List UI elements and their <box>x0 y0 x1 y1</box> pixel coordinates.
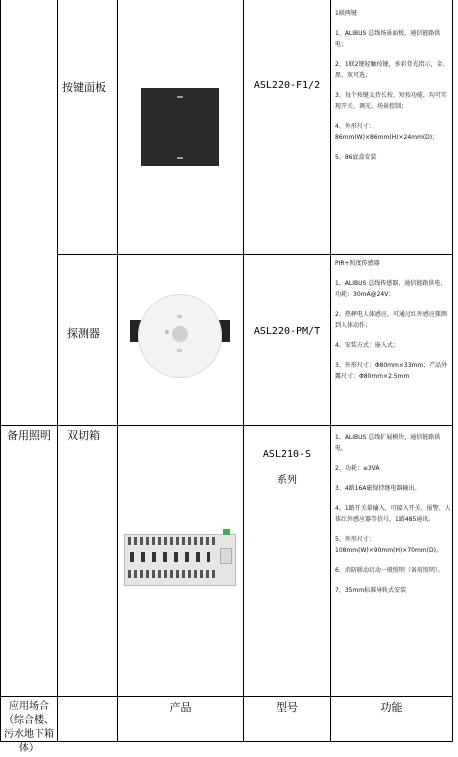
header-application: 应用场合（综合楼、污水地下箱体） <box>4 701 54 754</box>
row-divider-3 <box>0 696 453 697</box>
divider-col2 <box>117 0 118 742</box>
product-name: 双切箱 <box>67 429 100 442</box>
border-bottom <box>0 741 453 742</box>
function-line: 1、ALIBUS 总线扩展模块，通信链路供电。 <box>335 434 441 452</box>
function-line: PIR+照度传感器 <box>335 260 380 267</box>
button-panel-image <box>141 88 219 166</box>
indicator-icon <box>177 315 182 318</box>
function-description <box>335 432 451 605</box>
light-sensor-icon <box>165 330 169 334</box>
function-line: 4、安装方式：嵌入式； <box>335 342 399 349</box>
status-panel <box>220 548 232 564</box>
model-series: 系列 <box>277 475 297 486</box>
function-line: 1、ALIBUS 总线传感器，通信链路供电，功耗：30mA@24V； <box>335 280 447 298</box>
model-number: ASL220-PM/T <box>253 326 321 337</box>
border-right <box>452 0 453 742</box>
function-line: 4、1路开关量输入，可接入开关、报警、人体红外感应器等信号，1路485通讯。 <box>335 505 451 523</box>
border-left <box>0 0 1 742</box>
function-line: 1联两键 <box>335 10 357 17</box>
indicator-icon <box>177 349 182 352</box>
divider-col1 <box>57 0 58 742</box>
row-divider-2 <box>0 425 453 426</box>
detector-image <box>126 290 234 380</box>
function-line: 2、热释电人体感应，可通过红外感应探测到人体动作； <box>335 311 447 329</box>
divider-col4 <box>330 0 331 742</box>
function-line: 3、外形尺寸：Φ80mm×33mm；产品外露尺寸：Φ80mm×2.5mm <box>335 362 448 380</box>
terminal-row-bottom <box>128 570 216 578</box>
indicator-icon <box>177 96 183 98</box>
row-divider-1 <box>57 254 453 255</box>
model-number: ASL210-S <box>262 449 312 460</box>
header-model: 型号 <box>276 701 298 714</box>
function-description <box>335 8 451 172</box>
model-number: ASL220-F1/2 <box>253 80 321 91</box>
divider-col3 <box>243 0 244 742</box>
function-line: 1、ALIBUS 总线场景面板，通信链路供电； <box>335 30 441 48</box>
header-product: 产品 <box>169 701 192 714</box>
indicator-icon <box>177 157 183 159</box>
function-line: 6、消防联动启动一般照明（备用照明）。 <box>335 567 444 574</box>
function-line: 3、4路16A磁保持继电器输出。 <box>335 485 421 492</box>
category-label: 备用照明 <box>7 429 51 442</box>
function-line: 5、86底盒安装 <box>335 154 377 161</box>
sensor-lens-icon <box>172 326 188 342</box>
product-name: 探测器 <box>67 327 100 340</box>
switch-box-image <box>124 528 236 592</box>
function-line: 7、35mm标准导轨式安装 <box>335 587 407 594</box>
function-description <box>335 258 451 391</box>
function-line: 3、每个按键支持长按、短按功能，均可实现开关、调光、场景控制； <box>335 92 447 110</box>
product-name: 按键面板 <box>62 81 106 94</box>
terminal-row-top <box>128 537 216 545</box>
function-line: 2、功耗：≤3VA <box>335 465 380 472</box>
function-line: 2、1联2键轻触按键，多彩背光指示，金、黑、灰可选； <box>335 61 449 79</box>
function-line: 4、外形尺寸：86mm(W)×86mm(H)×24mm(D)； <box>335 123 439 141</box>
header-function: 功能 <box>380 701 403 714</box>
function-line: 5、外形尺寸：108mm(W)×90mm(H)×70mm(D)。 <box>335 536 442 554</box>
relay-switches <box>130 552 210 562</box>
green-terminal-icon <box>223 529 230 535</box>
